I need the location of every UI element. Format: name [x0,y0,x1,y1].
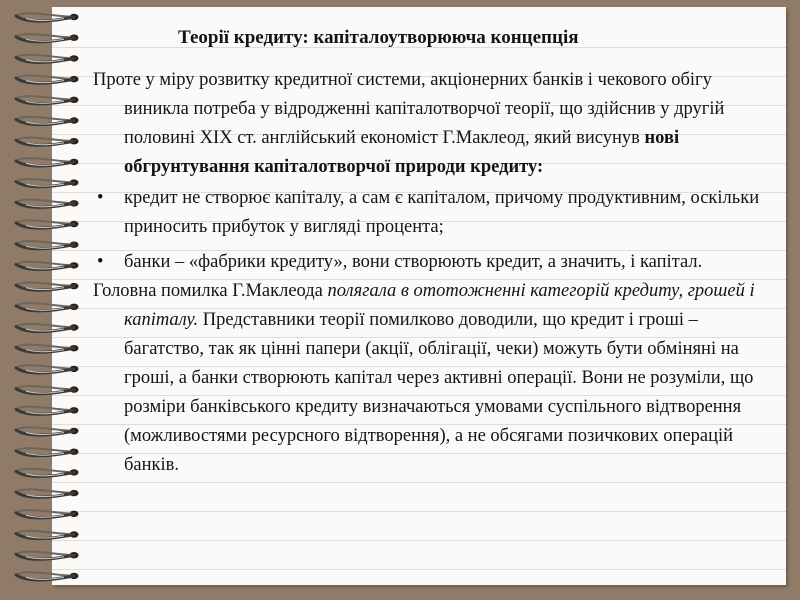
spiral-loop-icon [16,220,79,228]
spiral-wire-back [16,531,74,535]
spiral-wire-back [16,510,74,514]
spiral-loop-icon [16,138,79,146]
spiral-loop-icon [16,158,79,166]
spiral-loop-icon [16,117,79,125]
spiral-loop-icon [16,75,79,83]
conclusion-paragraph [93,277,776,480]
spiral-loop-icon [16,448,79,456]
spiral-wire-back [16,407,74,411]
spiral-loop-icon [16,427,79,435]
bullet-text-1: кредит не створює капіталу, а сам є капіталом, причому продуктивним, оскільки приносить прибуток у вигляді процента; [124,188,760,237]
spiral-wire-back [16,220,74,224]
spiral-loop-icon [16,510,79,518]
spiral-wire-back [16,489,74,493]
spiral-wire-back [16,345,74,349]
bullet-dot-icon: • [97,252,104,272]
spiral-wire-back [16,365,74,369]
spiral-loop-icon [16,469,79,477]
spiral-loop-icon [16,386,79,394]
spiral-wire-back [16,138,74,142]
spiral-wire-back [16,552,74,556]
spiral-wire-back [16,117,74,121]
spiral-loop-icon [16,200,79,208]
spiral-loop-icon [16,572,79,580]
bullet-item-2 [93,248,776,277]
spiral-wire-back [16,55,74,59]
intro-paragraph [93,66,776,182]
spiral-wire-back [16,386,74,390]
intro-text: Проте у міру розвитку кредитної системи, акціонерних банків і чекового обігу виникла потреба у відродженні капіталотворчої теорії, що здійснив у другій половині XIX ст. англійський економіст Г.Маклеод, який висунув [93,70,725,148]
spiral-loop-icon [16,531,79,539]
spiral-wire-back [16,13,74,17]
bullet-dot-icon: • [97,188,104,208]
spiral-wire-back [16,241,74,245]
spiral-wire-back [16,282,74,286]
bullet-item-1 [93,184,776,242]
spiral-loop-icon [16,262,79,270]
spiral-loop-icon [16,179,79,187]
conclusion-text: Представники теорії помилково доводили, що кредит і гроші – багатство, так як цінні папери (акції, облігації, чеки) можуть бути обміняні на гроші, а банки створюють капітал через активні операції. Вони не розуміли, що розміри банківського кредиту визначаються умовами суспільного відтворення (можливостями ресурсного відтворення), а не обсягами позичкових операцій банків. [124,310,754,475]
conclusion-italic: полягала в ототожненні категорій кредиту, грошей і капіталу. [124,281,755,330]
spiral-loop-icon [16,345,79,353]
spiral-loop-icon [16,13,79,21]
spiral-loop-icon [16,303,79,311]
spiral-loop-icon [16,34,79,42]
spiral-wire-back [16,158,74,162]
spiral-loop-icon [16,552,79,560]
spiral-loop-icon [16,55,79,63]
spiral-wire-back [16,324,74,328]
intro-bold-text: нові обгрунтування капіталотворчої природи кредиту: [124,128,680,177]
spiral-binding-icon [4,0,86,600]
spiral-wire-back [16,469,74,473]
spiral-wire-back [16,200,74,204]
spiral-wire-back [16,262,74,266]
spiral-loop-icon [16,365,79,373]
spiral-loop-icon [16,241,79,249]
conclusion-lead: Головна помилка Г.Маклеода [93,281,328,301]
slide-content [93,66,776,480]
spiral-wire-back [16,427,74,431]
spiral-wire-back [16,572,74,576]
spiral-loop-icon [16,407,79,415]
spiral-loop-icon [16,489,79,497]
spiral-loop-icon [16,96,79,104]
slide-title: Теорії кредиту: капіталоутворююча концепція [178,27,579,48]
spiral-wire-back [16,448,74,452]
spiral-wire-back [16,96,74,100]
bullet-text-2: банки – «фабрики кредиту», вони створюють кредит, а значить, і капітал. [124,252,703,272]
spiral-wire-back [16,179,74,183]
spiral-wire-back [16,75,74,79]
spiral-wire-back [16,34,74,38]
spiral-loop-icon [16,324,79,332]
spiral-wire-back [16,303,74,307]
spiral-loop-icon [16,282,79,290]
